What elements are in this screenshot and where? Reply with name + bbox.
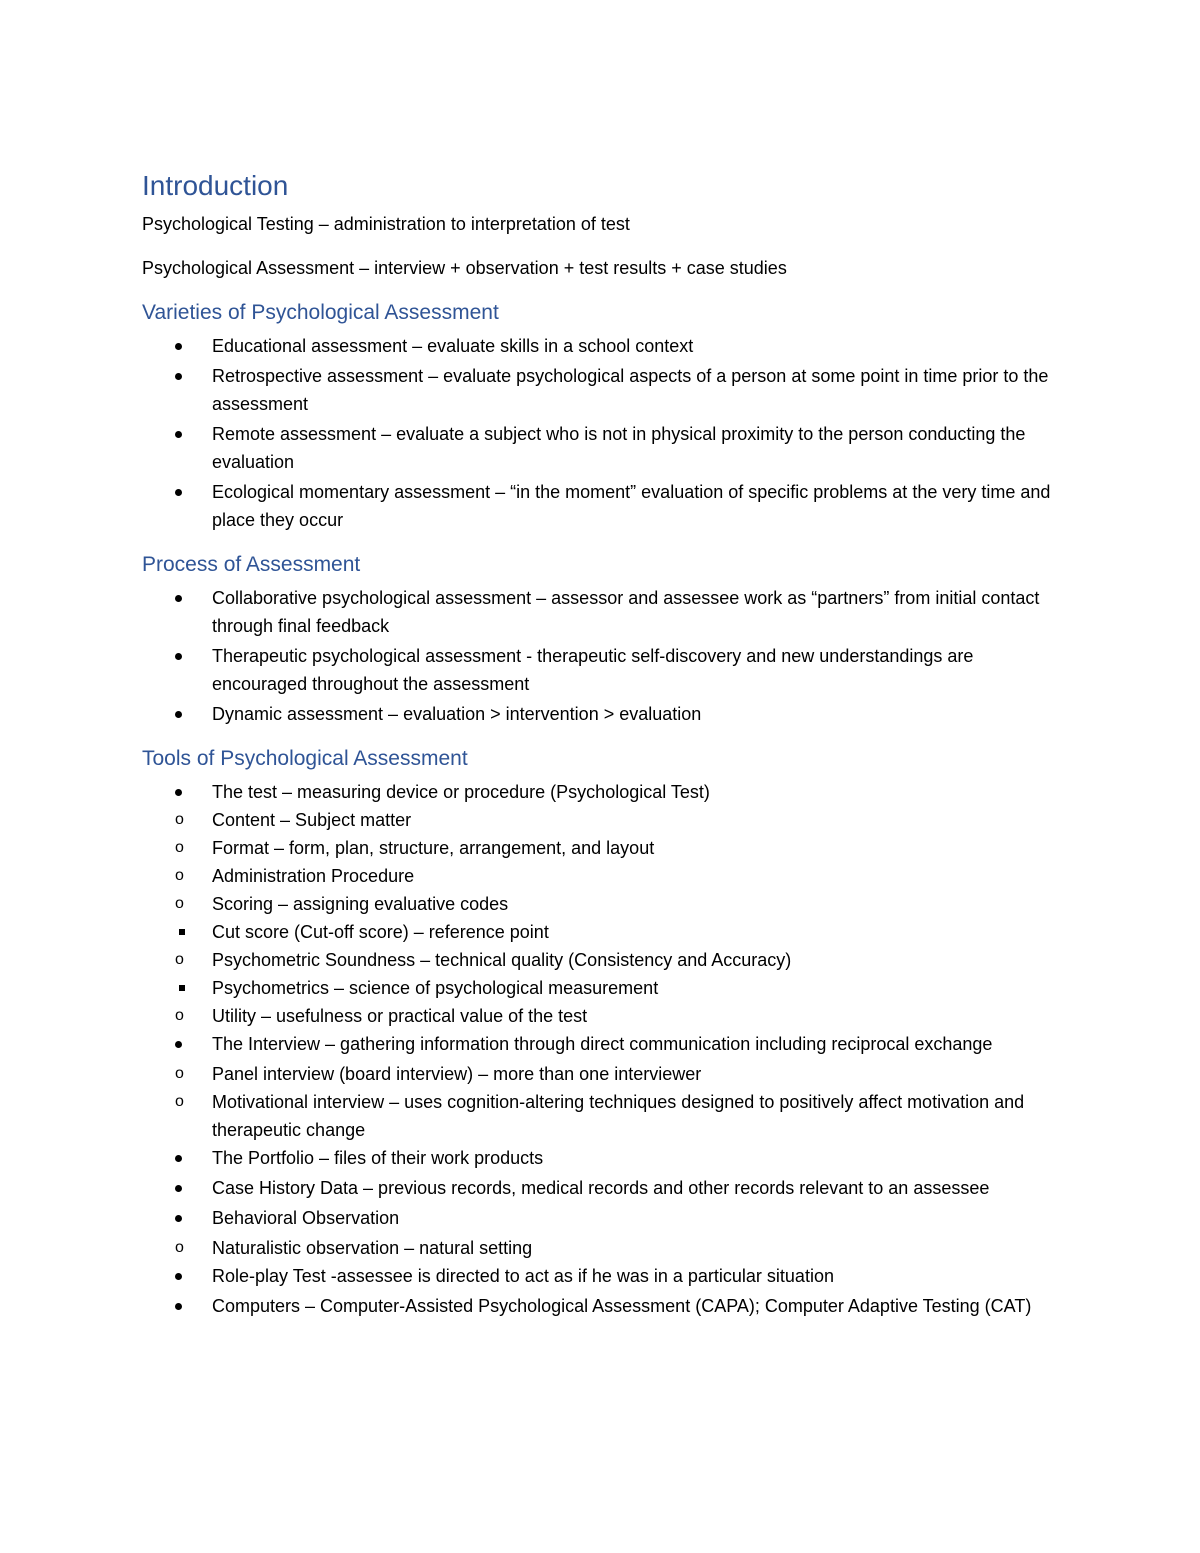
list-item: Case History Data – previous records, medical records and other records relevant to an assessee (212, 1178, 990, 1198)
list-item: The Interview – gathering information through direct communication including reciprocal exchange (212, 1034, 993, 1054)
list-item: o Content – Subject matter (142, 806, 1072, 834)
tools-list-4 (142, 1262, 1072, 1320)
heading-introduction: Introduction (142, 170, 289, 201)
list-item: Therapeutic psychological assessment - therapeutic self-discovery and new understandings are encouraged throughout the assessment (212, 646, 974, 694)
list-item: o Utility – usefulness or practical value of the test (142, 1002, 1072, 1030)
heading-tools: Tools of Psychological Assessment (142, 747, 468, 770)
varieties-list (142, 332, 1072, 534)
list-item: Retrospective assessment – evaluate psychological aspects of a person at some point in time prior to the assessment (212, 366, 1049, 414)
scoring-sublist (142, 918, 1072, 946)
list-item: o Format – form, plan, structure, arrangement, and layout (142, 834, 1072, 862)
test-sublist-3 (142, 1002, 1072, 1030)
tools-list-2 (142, 1030, 1072, 1058)
list-item: The Portfolio – files of their work products (212, 1148, 544, 1168)
list-item: Psychometrics – science of psychological measurement (212, 978, 659, 998)
tools-list (142, 778, 1072, 806)
circle-bullet-icon: o (175, 867, 184, 884)
circle-bullet-icon: o (175, 951, 184, 968)
list-item: o Motivational interview – uses cognition-altering techniques designed to positively affect motivation and therapeutic change (142, 1088, 1072, 1144)
list-item: Collaborative psychological assessment – assessor and assessee work as “partners” from initial contact through final feedback (212, 588, 1040, 636)
circle-bullet-icon: o (175, 1065, 184, 1082)
circle-bullet-icon: o (175, 839, 184, 856)
circle-bullet-icon: o (175, 811, 184, 828)
list-item: Ecological momentary assessment – “in the moment” evaluation of specific problems at the very time and place they occur (212, 482, 1051, 530)
circle-bullet-icon: o (175, 1093, 184, 1110)
test-sublist-2 (142, 946, 1072, 974)
heading-process: Process of Assessment (142, 553, 361, 576)
list-item: o Scoring – assigning evaluative codes (142, 890, 1072, 918)
circle-bullet-icon: o (175, 895, 184, 912)
intro-testing: Psychological Testing – administration to interpretation of test (142, 214, 630, 234)
list-item: Dynamic assessment – evaluation > intervention > evaluation (212, 704, 702, 724)
list-item: o Psychometric Soundness – technical quality (Consistency and Accuracy) (142, 946, 1072, 974)
list-item: Computers – Computer-Assisted Psychological Assessment (CAPA); Computer Adaptive Testing (CAT) (212, 1296, 1032, 1316)
list-item: o Administration Procedure (142, 862, 1072, 890)
list-item: Cut score (Cut-off score) – reference point (212, 922, 549, 942)
document-body (142, 168, 1072, 1336)
list-item: The test – measuring device or procedure (Psychological Test) (212, 782, 710, 802)
list-item: Remote assessment – evaluate a subject who is not in physical proximity to the person conducting the evaluation (212, 424, 1026, 472)
list-item: Role-play Test -assessee is directed to act as if he was in a particular situation (212, 1266, 834, 1286)
intro-assessment: Psychological Assessment – interview + observation + test results + case studies (142, 258, 787, 278)
list-item: Behavioral Observation (212, 1208, 400, 1228)
heading-varieties: Varieties of Psychological Assessment (142, 301, 499, 324)
behavioral-sublist (142, 1234, 1072, 1262)
soundness-sublist (142, 974, 1072, 1002)
list-item: o Naturalistic observation – natural setting (142, 1234, 1072, 1262)
circle-bullet-icon: o (175, 1007, 184, 1024)
list-item: o Panel interview (board interview) – more than one interviewer (142, 1060, 1072, 1088)
tools-list-3 (142, 1144, 1072, 1232)
circle-bullet-icon: o (175, 1239, 184, 1256)
test-sublist (142, 806, 1072, 918)
process-list (142, 584, 1072, 728)
interview-sublist (142, 1060, 1072, 1144)
list-item: Educational assessment – evaluate skills in a school context (212, 336, 694, 356)
